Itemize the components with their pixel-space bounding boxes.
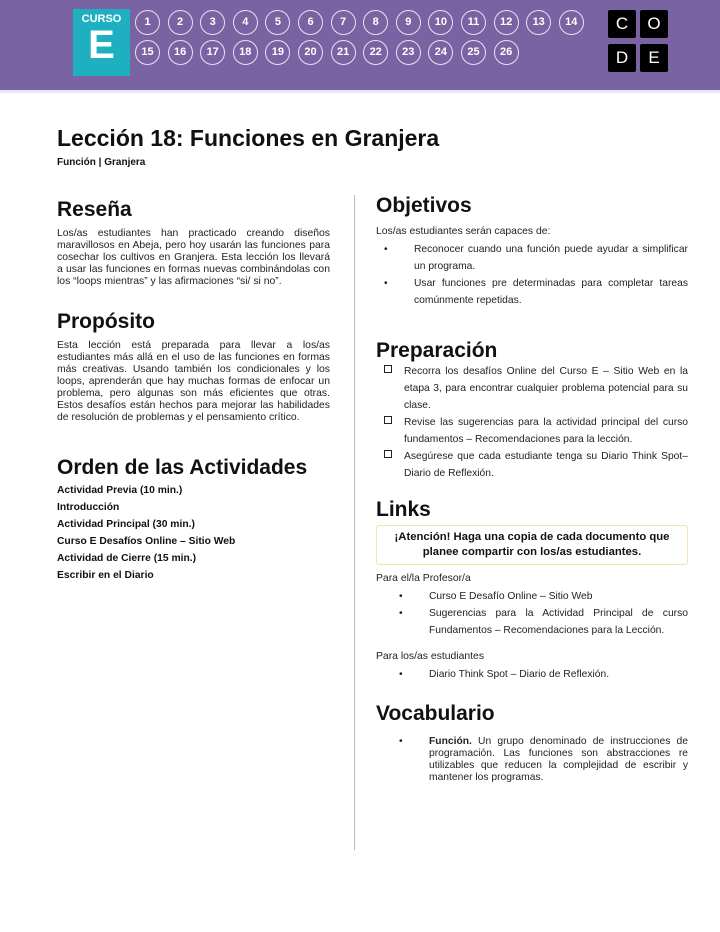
section-intro: Los/as estudiantes serán capaces de: (376, 226, 551, 237)
logo-letter: O (640, 10, 668, 38)
preparation-checklist (376, 363, 688, 482)
logo-letter: C (608, 10, 636, 38)
lesson-link[interactable]: 26 (494, 40, 519, 65)
objectives-list (376, 241, 688, 309)
checklist-item (376, 414, 688, 448)
lesson-link[interactable]: 14 (559, 10, 584, 35)
lesson-link[interactable]: 13 (526, 10, 551, 35)
course-badge (73, 9, 130, 76)
checklist-item (376, 363, 688, 414)
lesson-link[interactable]: 19 (265, 40, 290, 65)
lesson-link[interactable]: 1 (135, 10, 160, 35)
student-links (376, 666, 688, 683)
course-label: CURSO (81, 13, 122, 25)
lesson-link[interactable]: 20 (298, 40, 323, 65)
lesson-link[interactable]: 11 (461, 10, 486, 35)
attention-note: ¡Atención! Haga una copia de cada documento que planee compartir con los/as estudiantes. (376, 525, 688, 565)
vocab-item (429, 736, 688, 784)
lesson-link[interactable]: 17 (200, 40, 225, 65)
lesson-link[interactable]: 8 (363, 10, 388, 35)
lesson-link[interactable]: 12 (494, 10, 519, 35)
teacher-link[interactable]: • Curso E Desafío Online – Sitio Web (429, 588, 688, 605)
activity-item: Escribir en el Diario (57, 570, 154, 581)
lesson-link[interactable]: 2 (168, 10, 193, 35)
activity-list (57, 482, 342, 584)
column-divider (354, 195, 355, 850)
links-section (376, 498, 688, 683)
teacher-label: Para el/la Profesor/a (376, 573, 471, 584)
objective-item: • Reconocer cuando una función puede ayudar a simplificar un programa. (414, 241, 688, 275)
activity-item: Actividad de Cierre (15 min.) (57, 553, 197, 564)
section-heading: Reseña (57, 198, 132, 221)
section-heading: Preparación (376, 339, 498, 362)
code-logo (608, 10, 670, 72)
teacher-links (376, 588, 688, 639)
checkbox-icon (384, 365, 392, 373)
lesson-link[interactable]: 3 (200, 10, 225, 35)
section-text: Esta lección está preparada para llevar a los/as estudiantes más allá en el uso de las funciones en formas más creativas. Usando también los condicionales y los loops, aprenderán que hay muchas formas de enfocar un problema, pero algunas son más eficientes que otras. Estos desafíos están hechos para mejorar las habilidades de resolución de problemas y el pensamiento crítico. (57, 340, 330, 423)
lesson-link[interactable]: 9 (396, 10, 421, 35)
lesson-link[interactable]: 22 (363, 40, 388, 65)
lesson-link[interactable]: 21 (331, 40, 356, 65)
course-letter: E (88, 23, 115, 67)
lesson-link[interactable]: 7 (331, 10, 356, 35)
resena-section (57, 198, 330, 288)
objetivos-section (376, 194, 688, 309)
checklist-text: Asegúrese que cada estudiante tenga su Diario Think Spot– Diario de Reflexión. (404, 451, 688, 479)
section-heading: Propósito (57, 310, 155, 333)
logo-letter: D (608, 44, 636, 72)
lesson-link[interactable]: 6 (298, 10, 323, 35)
student-label: Para los/as estudiantes (376, 651, 485, 662)
student-link[interactable]: • Diario Think Spot – Diario de Reflexión. (429, 666, 688, 683)
course-header (0, 0, 720, 93)
page-title: Lección 18: Funciones en Granjera (57, 125, 440, 151)
vocabulario-section (376, 702, 688, 784)
activity-item: Actividad Principal (30 min.) (57, 519, 195, 530)
lesson-link[interactable]: 18 (233, 40, 258, 65)
logo-letter: E (640, 44, 668, 72)
vocab-list (376, 736, 688, 784)
checklist-text: Recorra los desafíos Online del Curso E – Sitio Web en la etapa 3, para encontrar cualquier problema potencial para su clase. (404, 366, 688, 411)
activity-item: Curso E Desafíos Online – Sitio Web (57, 536, 236, 547)
lesson-link[interactable]: 16 (168, 40, 193, 65)
checklist-text: Revise las sugerencias para la actividad principal del curso fundamentos – Recomendaciones para la lección. (404, 417, 688, 445)
checkbox-icon (384, 450, 392, 458)
activity-item: Introducción (57, 502, 120, 513)
vocab-definition: Un grupo denominado de instrucciones de programación. Las funciones son abstracciones re utilizables que reducen la complejidad de escribir y mantener los programas. (429, 736, 688, 783)
lesson-link[interactable]: 23 (396, 40, 421, 65)
lesson-link[interactable]: 10 (428, 10, 453, 35)
lesson-link[interactable]: 15 (135, 40, 160, 65)
lesson-link[interactable]: 5 (265, 10, 290, 35)
section-heading: Links (376, 498, 431, 521)
proposito-section (57, 310, 330, 424)
objective-item: • Usar funciones pre determinadas para completar tareas comúnmente repetidas. (414, 275, 688, 309)
vocab-term: Función. (429, 736, 472, 747)
activity-item: Actividad Previa (10 min.) (57, 485, 183, 496)
section-heading: Orden de las Actividades (57, 456, 308, 479)
section-heading: Objetivos (376, 194, 472, 217)
lesson-link[interactable]: 25 (461, 40, 486, 65)
lesson-link[interactable]: 24 (428, 40, 453, 65)
page-subtitle: Función | Granjera (57, 157, 146, 168)
preparacion-section (376, 339, 688, 482)
section-heading: Vocabulario (376, 702, 495, 725)
lesson-link[interactable]: 4 (233, 10, 258, 35)
section-text: Los/as estudiantes han practicado creando diseños maravillosos en Abeja, pero hoy usarán las funciones para cosechar los cultivos en Granjera. Esta lección los llevará a usar las funciones en formas nuevas combinándolas con los “loops mientras” y las afirmaciones “si/ si no”. (57, 228, 330, 287)
teacher-link[interactable]: • Sugerencias para la Actividad Principal de curso Fundamentos – Recomendaciones para la Lección. (429, 605, 688, 639)
checklist-item (376, 448, 688, 482)
orden-section (57, 456, 342, 584)
checkbox-icon (384, 416, 392, 424)
